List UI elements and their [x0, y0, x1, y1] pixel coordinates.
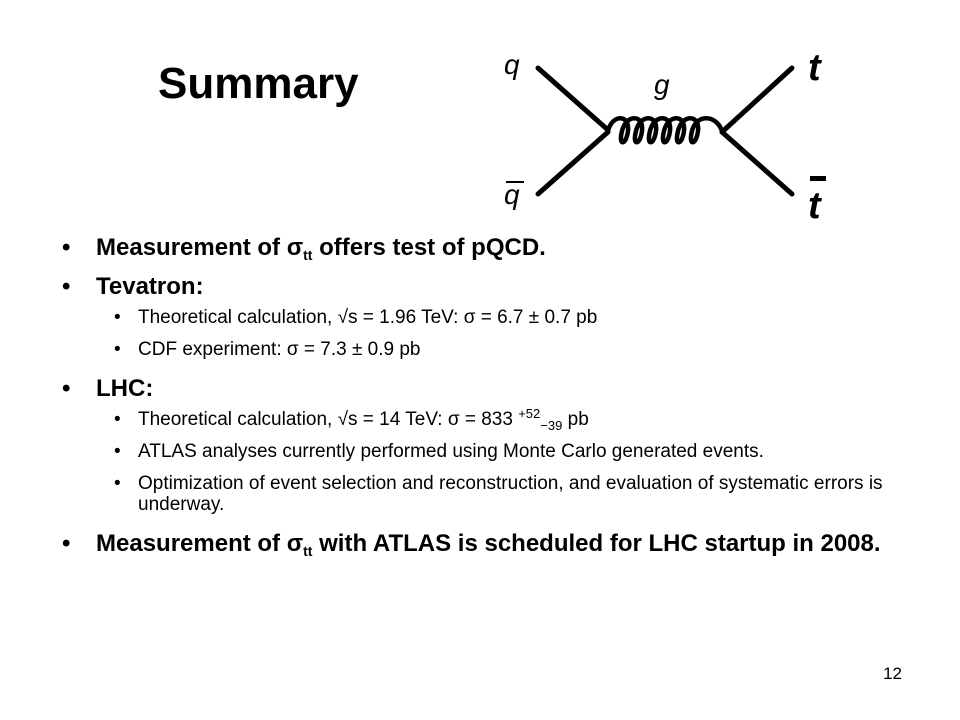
bullet-dot: • — [114, 307, 121, 328]
sub-bullet — [114, 406, 922, 433]
label-t: t — [808, 47, 821, 89]
bullet-atlas-schedule — [62, 529, 922, 558]
subscript-tt: tt — [303, 247, 313, 263]
superscript-upper-error: +52 — [518, 406, 541, 421]
tevatron-sublist — [114, 307, 922, 360]
gluon-propagator — [608, 118, 722, 142]
subscript-tt: tt — [303, 543, 313, 559]
sub-bullet-text: Theoretical calculation, √s = 14 TeV: σ = 833 — [138, 409, 519, 430]
bullet-dot: • — [114, 409, 121, 430]
bullet-text: with ATLAS is scheduled for LHC startup in 2008. — [312, 530, 881, 557]
sub-bullet-text: pb — [562, 409, 589, 430]
page-number: 12 — [883, 664, 902, 683]
bullet-text: LHC: — [96, 375, 154, 402]
lhc-sublist — [114, 406, 922, 515]
sub-bullet-text: ATLAS analyses currently performed using Monte Carlo generated events. — [138, 441, 764, 462]
bullet-text: Measurement of σ — [96, 530, 304, 557]
bullet-dot: • — [114, 441, 121, 462]
bullet-text: Tevatron: — [96, 273, 204, 300]
label-q: q — [504, 49, 520, 80]
sub-bullet — [114, 441, 922, 462]
tbar-overline — [810, 176, 826, 181]
label-g: g — [654, 69, 670, 100]
label-qbar: q — [504, 179, 520, 210]
bullet-dot: • — [62, 234, 71, 261]
bullet-dot: • — [114, 339, 121, 360]
bullet-dot: • — [62, 375, 71, 402]
subscript-lower-error: −39 — [540, 418, 563, 433]
bullet-pqcd — [62, 233, 922, 262]
sub-bullet — [114, 339, 922, 360]
top-line-out — [722, 68, 792, 132]
quark-line-in — [538, 68, 608, 130]
sub-bullet-text: Theoretical calculation, √s = 1.96 TeV: σ = 6.7 ± 0.7 pb — [138, 307, 598, 328]
bullet-text: offers test of pQCD. — [312, 234, 546, 261]
feynman-diagram — [490, 38, 870, 228]
bullet-tevatron — [62, 272, 922, 301]
sub-bullet-text: CDF experiment: σ = 7.3 ± 0.9 pb — [138, 339, 421, 360]
bullet-list — [62, 233, 922, 568]
antiquark-line-in — [538, 132, 608, 194]
antitop-line-out — [722, 132, 792, 194]
sub-bullet — [114, 473, 922, 515]
bullet-dot: • — [114, 473, 121, 494]
sub-bullet — [114, 307, 922, 328]
bullet-dot: • — [62, 530, 71, 557]
sub-bullet-text: Optimization of event selection and reconstruction, and evaluation of systematic errors is underway. — [138, 473, 883, 515]
label-tbar: t — [808, 185, 821, 227]
bullet-text: Measurement of σ — [96, 234, 304, 261]
slide-title: Summary — [158, 59, 359, 108]
bullet-dot: • — [62, 273, 71, 300]
bullet-lhc — [62, 374, 922, 403]
